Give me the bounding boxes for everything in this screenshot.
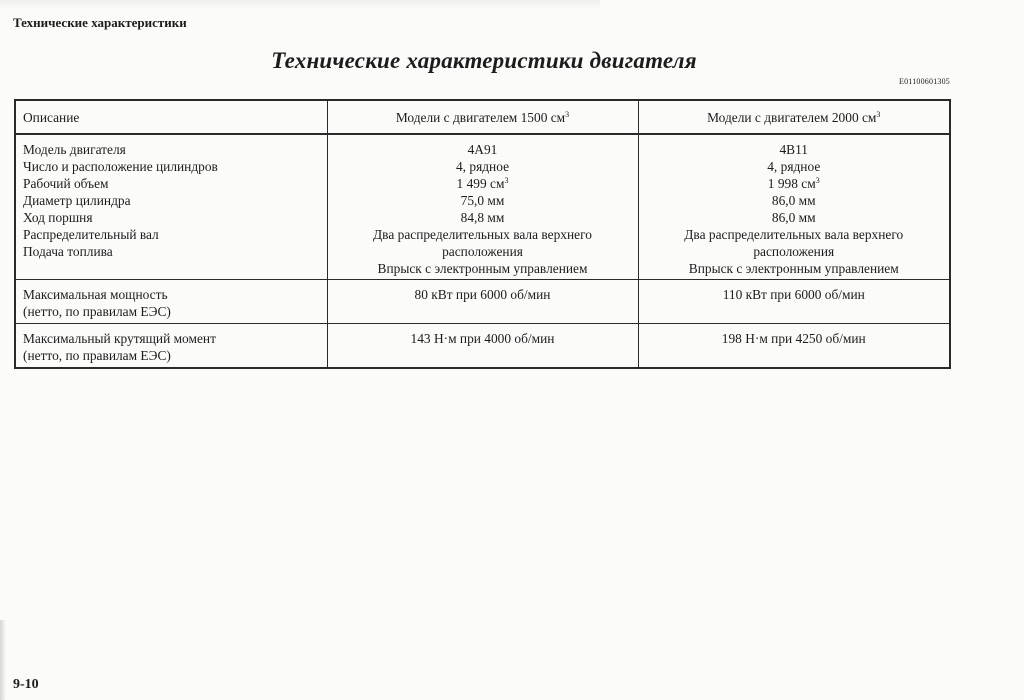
value-2000-engine-model: 4B11 — [779, 142, 809, 157]
scan-header-shading — [0, 0, 600, 10]
value-2000-displacement-wrap — [639, 175, 950, 192]
header-1500-models — [327, 100, 638, 134]
max-torque-2000: 198 Н·м при 4250 об/мин — [638, 324, 950, 369]
header-description-label: Описание — [23, 109, 80, 125]
value-2000-camshaft-line1: Два распределительных вала верхнего — [684, 227, 904, 242]
value-2000-displacement-sup: 3 — [815, 176, 820, 185]
header-1500-label: Модели с двигателем 1500 см — [395, 109, 566, 125]
max-power-label — [15, 280, 327, 324]
engine-params-2000 — [638, 134, 950, 280]
header-description — [15, 100, 327, 134]
label-stroke: Ход поршня — [23, 210, 93, 225]
value-1500-displacement-sup: 3 — [504, 176, 509, 185]
value-1500-camshaft-line2: расположения — [442, 244, 523, 259]
max-power-1500: 80 кВт при 6000 об/мин — [327, 280, 638, 324]
scan-edge-shadow — [0, 620, 6, 700]
value-1500-stroke: 84,8 мм — [460, 210, 505, 225]
page-number: 9-10 — [13, 677, 39, 692]
engine-params-labels — [15, 134, 327, 280]
header-2000-label: Модели с двигателем 2000 см — [707, 109, 877, 125]
label-fuel-supply: Подача топлива — [23, 244, 113, 259]
header-2000-models — [638, 100, 950, 134]
max-torque-label-line2: (нетто, по правилам ЕЭС) — [23, 348, 171, 363]
value-2000-fuel-supply: Впрыск с электронным управлением — [688, 261, 899, 276]
value-2000-camshaft-line2: расположения — [753, 244, 835, 259]
max-power-2000: 110 кВт при 6000 об/мин — [638, 280, 950, 324]
header-1500-superscript: 3 — [565, 109, 570, 119]
value-1500-fuel-supply: Впрыск с электронным управлением — [377, 261, 588, 276]
running-header: Технические характеристики — [13, 15, 187, 30]
value-2000-bore: 86,0 мм — [771, 193, 816, 208]
header-2000-superscript: 3 — [876, 109, 881, 119]
engine-spec-table — [14, 99, 951, 369]
max-torque-label — [15, 324, 327, 369]
value-1500-bore: 75,0 мм — [460, 193, 505, 208]
label-displacement: Рабочий объем — [23, 176, 109, 191]
label-bore: Диаметр цилиндра — [23, 193, 131, 208]
value-2000-displacement: 1 998 см — [767, 176, 816, 191]
label-cylinders: Число и расположение цилиндров — [23, 159, 218, 174]
max-power-label-line1: Максимальная мощность — [23, 287, 168, 302]
label-engine-model: Модель двигателя — [23, 142, 126, 157]
value-2000-cylinders: 4, рядное — [767, 159, 821, 174]
value-1500-engine-model: 4A91 — [467, 142, 498, 157]
label-camshaft: Распределительный вал — [23, 227, 159, 242]
table-header-row — [15, 100, 950, 134]
table-row-max-power — [15, 280, 950, 324]
max-power-label-line2: (нетто, по правилам ЕЭС) — [23, 304, 171, 319]
value-1500-displacement: 1 499 см — [456, 176, 505, 191]
max-torque-1500: 143 Н·м при 4000 об/мин — [327, 324, 638, 369]
value-1500-camshaft-line1: Два распределительных вала верхнего — [373, 227, 592, 242]
value-1500-cylinders: 4, рядное — [455, 159, 510, 174]
value-1500-displacement-wrap — [328, 175, 638, 192]
document-code: E01100601305 — [899, 77, 950, 86]
value-2000-stroke: 86,0 мм — [771, 210, 816, 225]
max-torque-label-line1: Максимальный крутящий момент — [23, 331, 216, 346]
page-title: Технические характеристики двигателя — [271, 48, 697, 73]
engine-params-1500 — [327, 134, 638, 280]
table-row-engine-params — [15, 134, 950, 280]
table-row-max-torque — [15, 324, 950, 369]
